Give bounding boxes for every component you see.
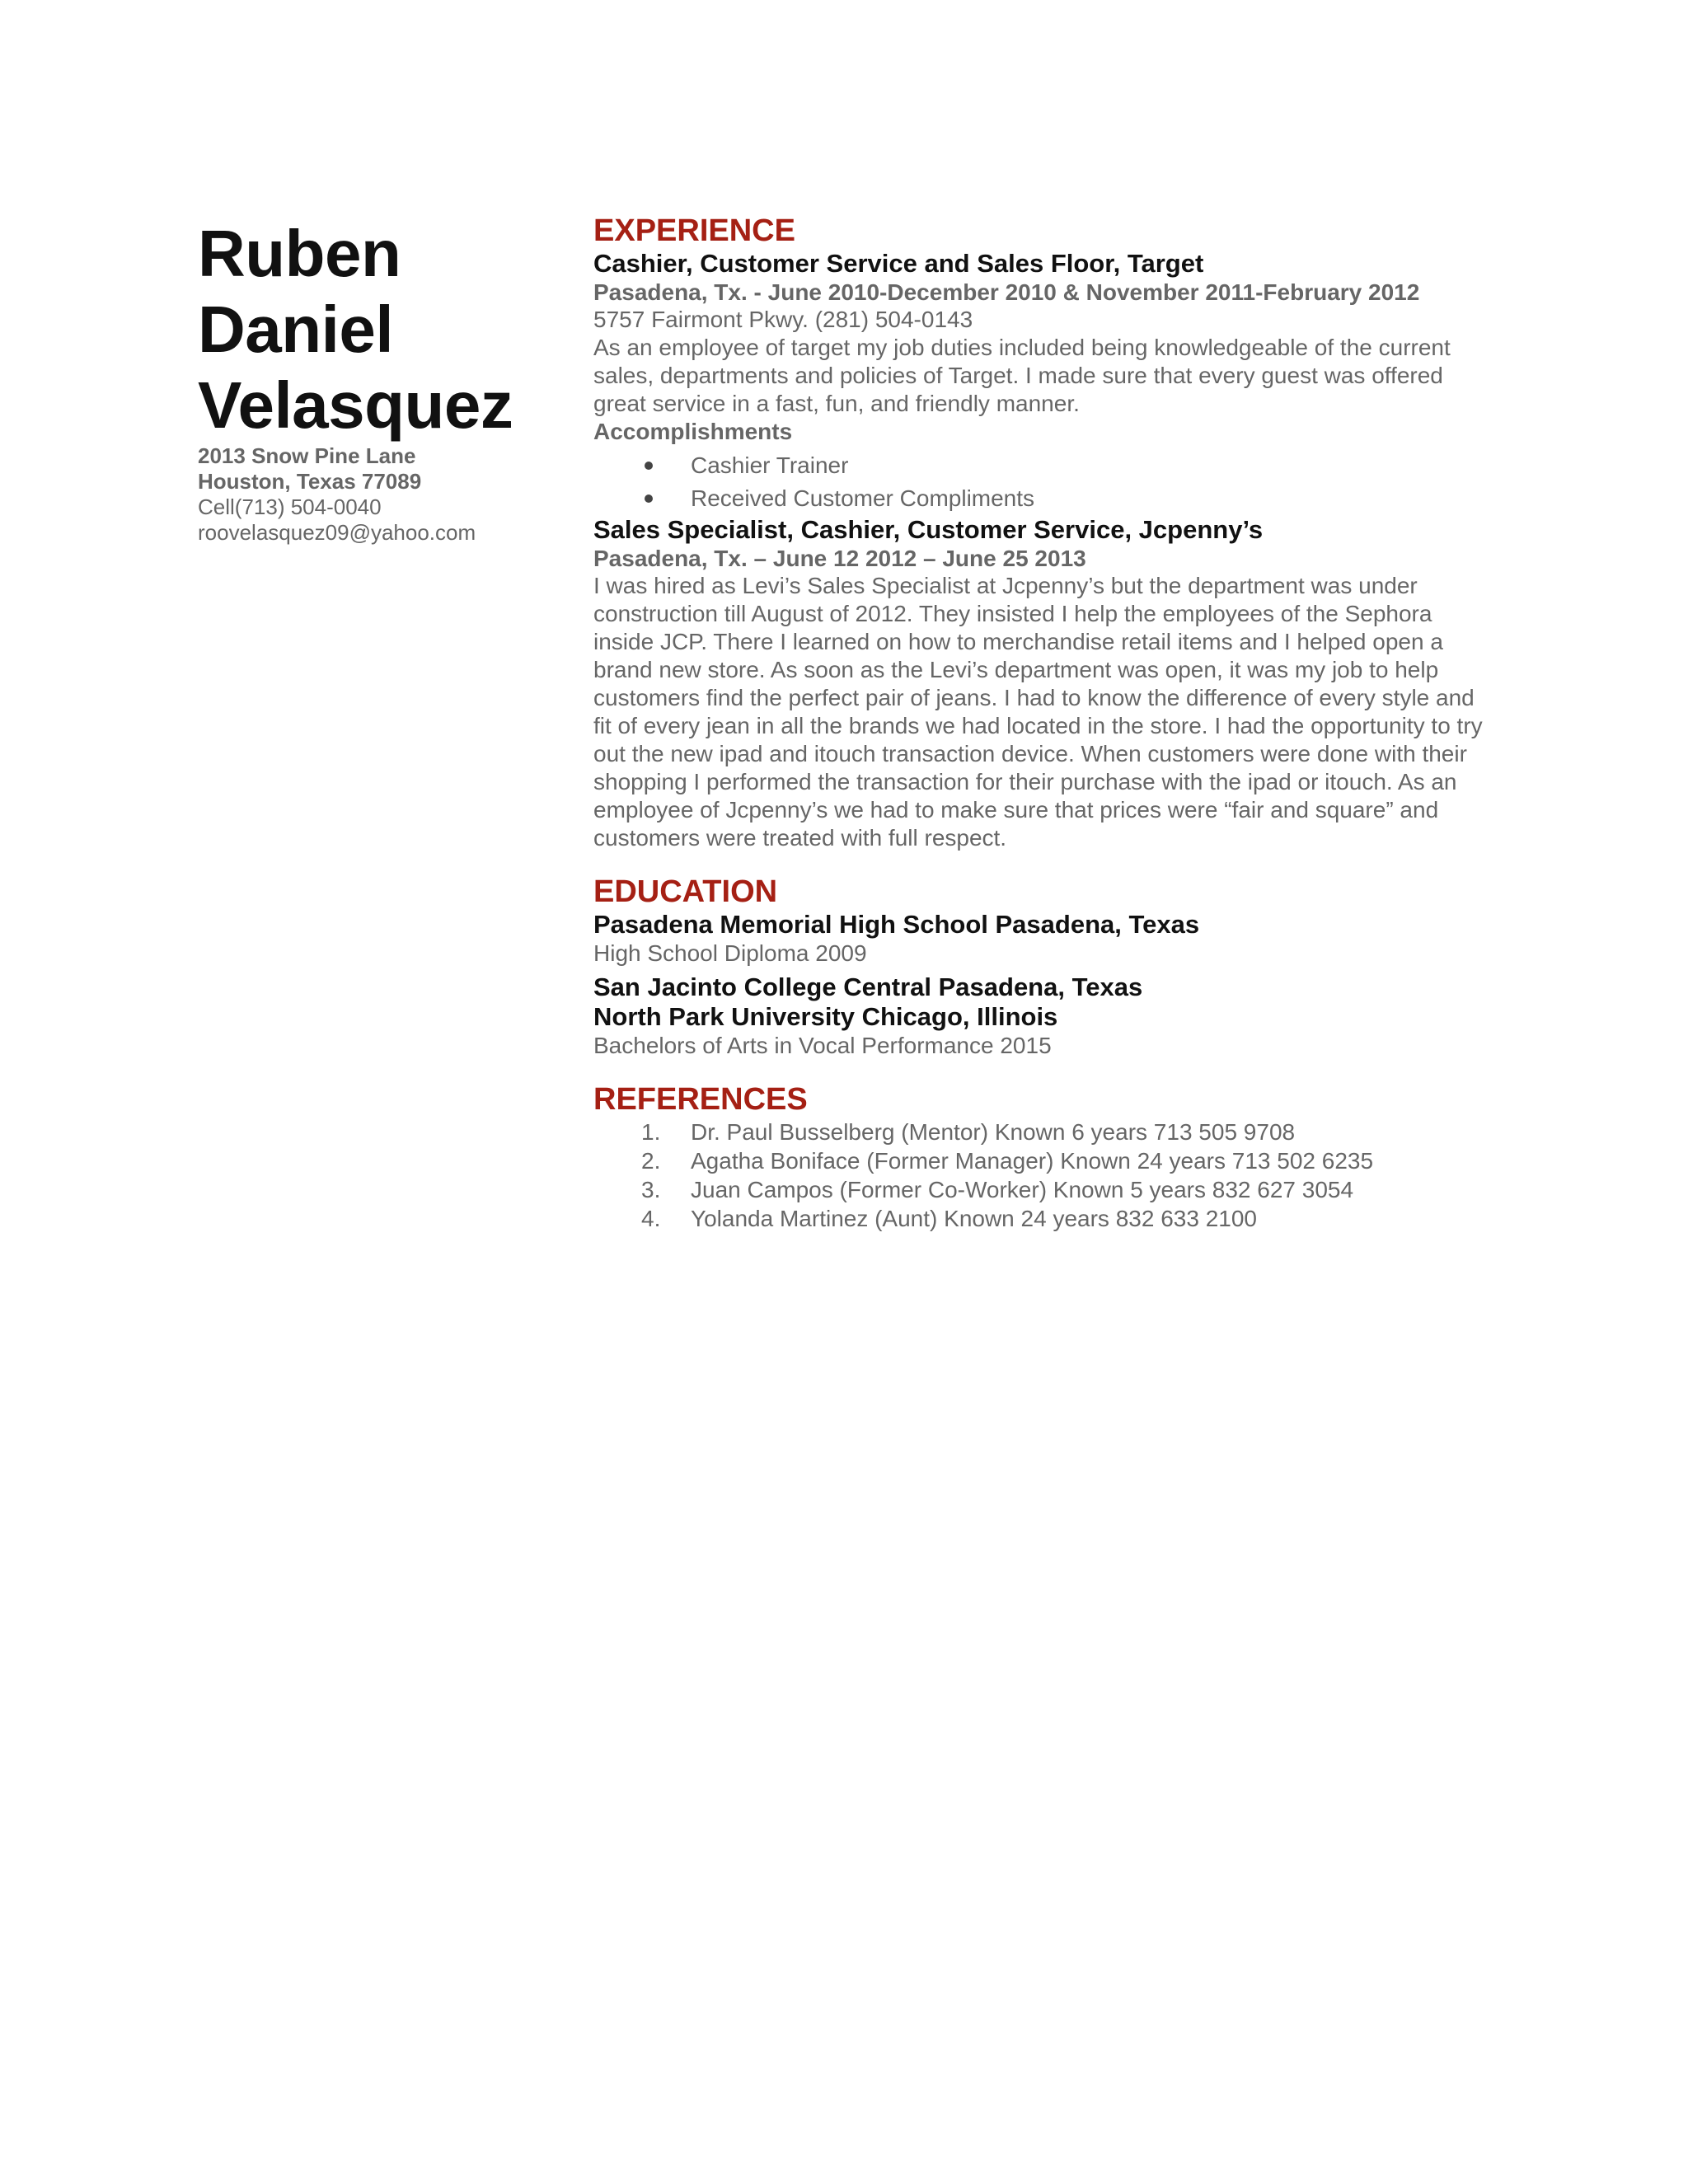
reference-text: Dr. Paul Busselberg (Mentor) Known 6 years 713 505 9708 — [691, 1119, 1296, 1145]
reference-text: Juan Campos (Former Co-Worker) Known 5 years 832 627 3054 — [691, 1177, 1354, 1202]
list-number: 3. — [641, 1177, 661, 1202]
list-item — [593, 449, 1500, 482]
address-city: Houston, Texas 77089 — [198, 469, 422, 494]
job-meta: Pasadena, Tx. – June 12 2012 – June 25 2013 — [593, 546, 1086, 571]
address-street: 2013 Snow Pine Lane — [198, 443, 416, 468]
job-entry-jcpenny — [593, 515, 1500, 852]
list-number: 4. — [641, 1206, 661, 1231]
school-name: North Park University Chicago, Illinois — [593, 1002, 1058, 1031]
list-item — [593, 1204, 1500, 1233]
list-item-text: Cashier Trainer — [691, 452, 849, 478]
job-entry-target — [593, 249, 1500, 515]
list-number: 1. — [641, 1119, 661, 1145]
list-item — [593, 1175, 1500, 1204]
job-address: 5757 Fairmont Pkwy. (281) 504-0143 — [593, 307, 973, 332]
main-content — [593, 213, 1500, 1233]
list-item — [593, 1118, 1500, 1146]
school-detail: Bachelors of Arts in Vocal Performance 2015 — [593, 1033, 1052, 1058]
references-list — [593, 1118, 1500, 1233]
experience-section — [593, 213, 1500, 852]
name-last: Velasquez — [198, 368, 513, 442]
school-name: San Jacinto College Central Pasadena, Texas — [593, 972, 1143, 1001]
education-heading: EDUCATION — [593, 874, 778, 909]
list-number: 2. — [641, 1148, 661, 1174]
school-detail: High School Diploma 2009 — [593, 940, 867, 966]
list-item — [593, 482, 1500, 515]
school-name: Pasadena Memorial High School Pasadena, Texas — [593, 910, 1200, 939]
email-address[interactable]: roovelasquez09@yahoo.com — [198, 520, 476, 545]
job-description: I was hired as Levi’s Sales Specialist at Jcpenny’s but the department was under construction till August of 2012. They insisted I help the employees of the Sephora inside JCP. There I learned on how to merchandise retail items and I helped open a brand new store. As soon as the Levi’s department was open, it was my job to help customers find the perfect pair of jeans. I had to know the difference of every style and fit of every jean in all the brands we had located in the store. I had the opportunity to try out the new ipad and itouch transaction device. When customers were done with their shopping I performed the transaction for their purchase with the ipad or itouch. As an employee of Jcpenny’s we had to make sure that prices were “fair and square” and customers were treated with full respect. — [593, 573, 1483, 851]
list-item — [593, 1146, 1500, 1175]
accomplishments-heading: Accomplishments — [593, 419, 793, 444]
name-first: Ruben — [198, 217, 401, 290]
job-title: Cashier, Customer Service and Sales Floor, Target — [593, 249, 1204, 278]
job-description: As an employee of target my job duties included being knowledgeable of the current sales, departments and policies of Target. I made sure that every guest was offered great service in a fast, fun, and friendly manner. — [593, 335, 1451, 416]
accomplishments-list — [593, 449, 1500, 515]
reference-text: Agatha Boniface (Former Manager) Known 24 years 713 502 6235 — [691, 1148, 1374, 1174]
phone-number: Cell(713) 504-0040 — [198, 494, 382, 519]
job-title: Sales Specialist, Cashier, Customer Service, Jcpenny’s — [593, 515, 1264, 544]
bullet-icon — [645, 462, 653, 470]
sidebar — [198, 216, 544, 546]
bullet-icon — [645, 494, 653, 503]
education-section — [593, 874, 1500, 1060]
contact-block — [198, 443, 544, 546]
spacer — [593, 852, 1500, 874]
references-section — [593, 1081, 1500, 1233]
references-heading: REFERENCES — [593, 1082, 808, 1117]
reference-text: Yolanda Martinez (Aunt) Known 24 years 832 633 2100 — [691, 1206, 1257, 1231]
name-middle: Daniel — [198, 293, 394, 366]
list-item-text: Received Customer Compliments — [691, 485, 1035, 511]
job-meta: Pasadena, Tx. - June 2010-December 2010 & November 2011-February 2012 — [593, 279, 1420, 305]
spacer — [593, 1060, 1500, 1081]
experience-heading: EXPERIENCE — [593, 213, 795, 248]
